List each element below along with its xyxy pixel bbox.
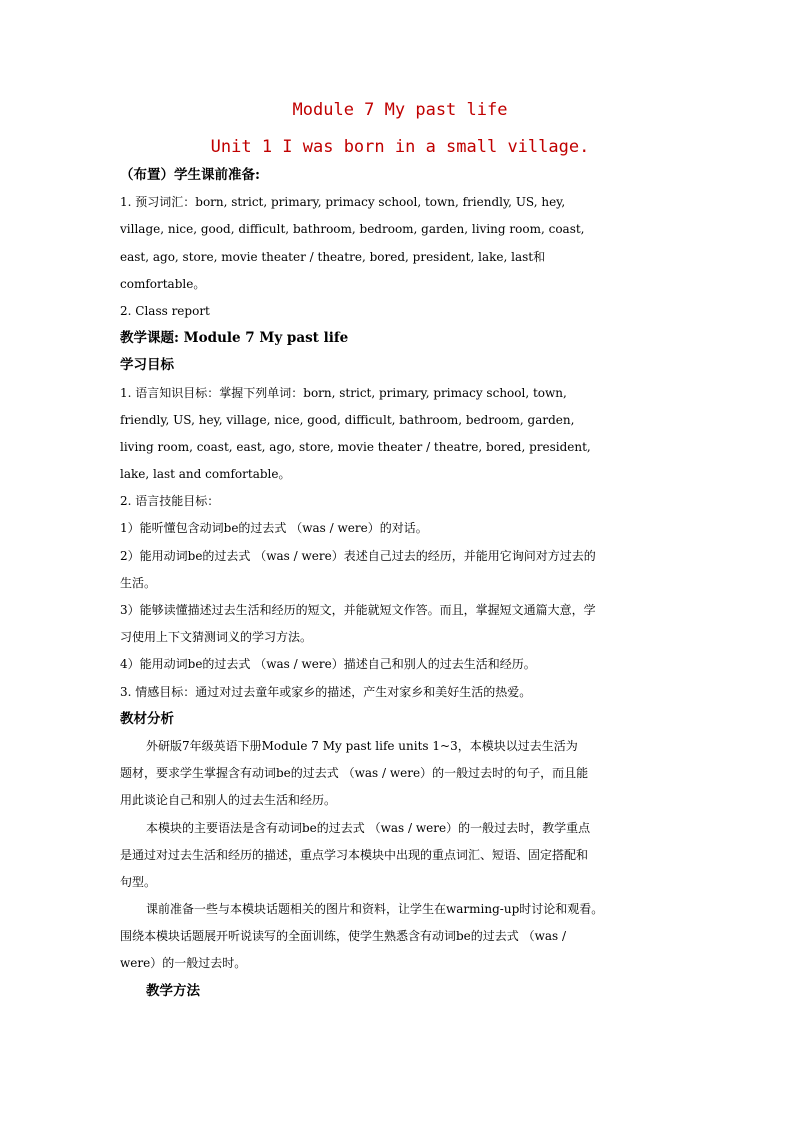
section-heading: 学习目标 — [120, 357, 174, 374]
document-body — [120, 96, 680, 1005]
text-line: village, nice, good, difficult, bathroom, bedroom, garden, living room, coast, — [120, 222, 585, 237]
text-line: 1）能听懂包含动词be的过去式 （was / were）的对话。 — [120, 521, 428, 536]
text-line: 3. 情感目标：通过对过去童年或家乡的描述，产生对家乡和美好生活的热爱。 — [120, 684, 532, 699]
text-line: 外研版7年级英语下册Module 7 My past life units 1~3，本模块以过去生活为 — [146, 738, 578, 753]
text-line: 题材，要求学生掌握含有动词be的过去式 （was / were）的一般过去时的句子，而且能 — [120, 766, 589, 781]
text-line: 习使用上下文猜测词义的学习方法。 — [120, 630, 313, 645]
text-line: comfortable。 — [120, 276, 206, 291]
text-line: 2. 语言技能目标： — [120, 494, 220, 509]
text-line: 用此谈论自己和别人的过去生活和经历。 — [120, 793, 337, 808]
text-line: 句型。 — [120, 874, 157, 889]
document-text — [120, 162, 680, 1005]
text-line: east, ago, store, movie theater / theatre, bored, president, lake, last和 — [120, 249, 546, 264]
text-line: 是通过对过去生活和经历的描述，重点学习本模块中出现的重点词汇、短语、固定搭配和 — [120, 847, 589, 862]
text-line: 1. 语言知识目标：掌握下列单词：born, strict, primary, primacy school, town, — [120, 385, 567, 400]
section-heading: 教学方法 — [146, 982, 200, 999]
text-line: 2. Class report — [120, 303, 210, 318]
text-line: lake, last and comfortable。 — [120, 467, 291, 482]
text-line: 2）能用动词be的过去式 （was / were）表述自己过去的经历，并能用它询问对方过去的 — [120, 548, 596, 563]
module-title: Module 7 My past life — [292, 100, 508, 120]
text-line: 生活。 — [120, 575, 157, 590]
text-line: 1. 预习词汇：born, strict, primary, primacy school, town, friendly, US, hey, — [120, 195, 566, 210]
unit-title: Unit 1 I was born in a small village. — [210, 137, 590, 157]
text-line: 围绕本模块话题展开听说读写的全面训练，使学生熟悉含有动词be的过去式 （was / — [120, 929, 567, 944]
text-line: 4）能用动词be的过去式 （was / were）描述自己和别人的过去生活和经历。 — [120, 657, 536, 672]
text-line: 3）能够读懂描述过去生活和经历的短文，并能就短文作答。而且，掌握短文通篇大意，学 — [120, 603, 596, 617]
section-heading: 教学课题: Module 7 My past life — [120, 330, 349, 347]
section-heading: （布置）学生课前准备: — [120, 167, 260, 183]
text-line: were）的一般过去时。 — [120, 956, 247, 971]
text-line: 课前准备一些与本模块话题相关的图片和资料，让学生在warming-up时讨论和观看。 — [146, 902, 604, 917]
text-line: friendly, US, hey, village, nice, good, difficult, bathroom, bedroom, garden, — [120, 412, 575, 427]
text-line: 本模块的主要语法是含有动词be的过去式 （was / were）的一般过去时，教学重点 — [146, 820, 591, 835]
section-heading: 教材分析 — [120, 710, 174, 727]
text-line: living room, coast, east, ago, store, movie theater / theatre, bored, president, — [120, 439, 591, 454]
